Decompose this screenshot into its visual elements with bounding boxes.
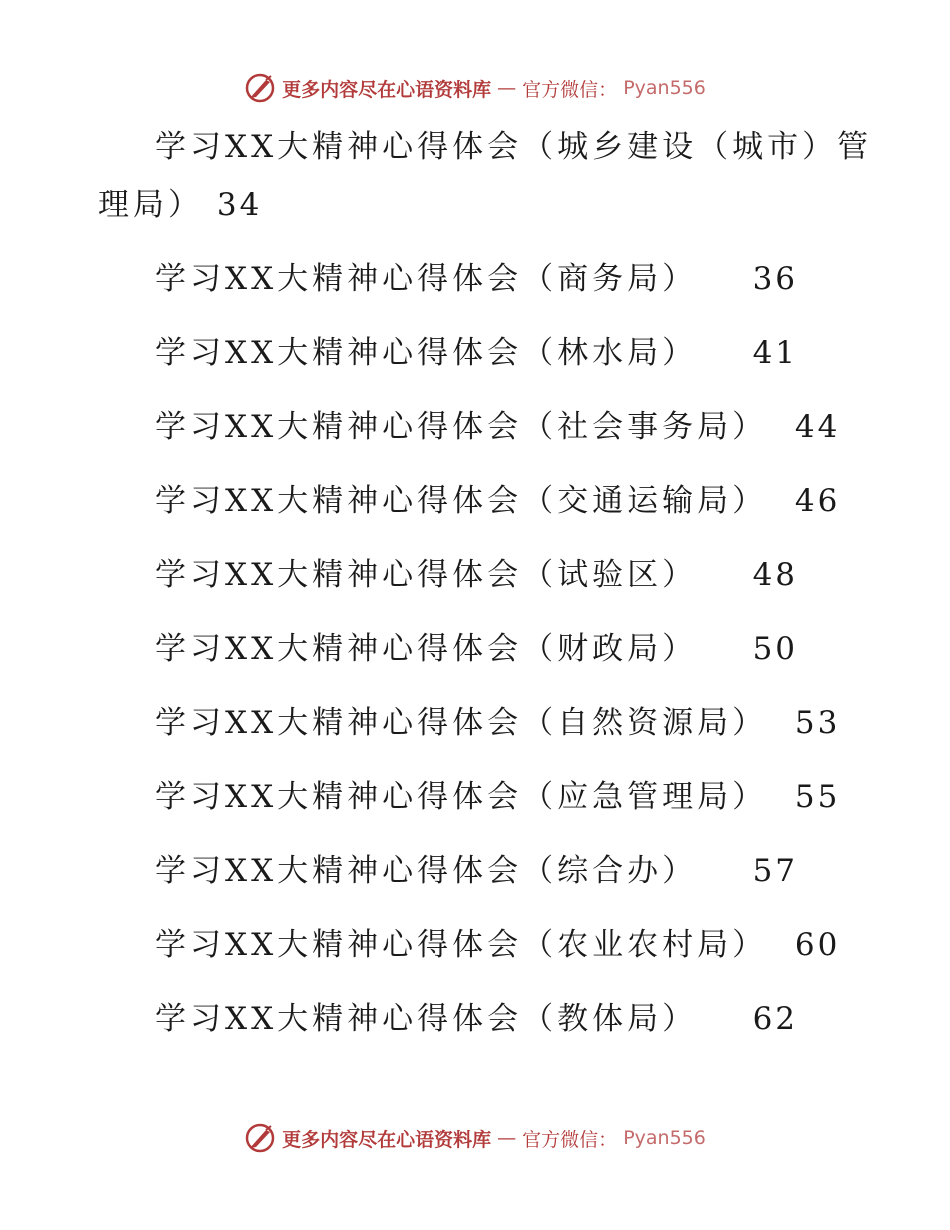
toc-entry[interactable] xyxy=(155,999,798,1039)
toc-entry-title: 学习XX大精神心得体会（试验区） xyxy=(155,557,698,593)
toc-page-number: 44 xyxy=(794,409,841,445)
banner-wechat-label: 官方微信： xyxy=(522,78,618,101)
toc-entry[interactable] xyxy=(155,925,840,965)
banner-wechat-id: Pyan556 xyxy=(623,1127,706,1149)
toc-entry[interactable] xyxy=(155,851,798,891)
toc-entry[interactable] xyxy=(155,629,798,669)
toc-page-number: 60 xyxy=(794,927,841,963)
toc-entry-line[interactable] xyxy=(98,185,262,225)
toc-entry[interactable] xyxy=(155,259,798,299)
toc-page-number: 34 xyxy=(216,187,263,223)
toc-entry[interactable] xyxy=(155,407,840,447)
toc-entry-title: 学习XX大精神心得体会（财政局） xyxy=(155,631,698,667)
toc-entry-title: 学习XX大精神心得体会（农业农村局） xyxy=(155,927,768,963)
toc-entry[interactable] xyxy=(155,555,798,595)
banner-wechat-label: 官方微信： xyxy=(522,1128,618,1151)
header-banner xyxy=(0,72,950,104)
banner-wechat-id: Pyan556 xyxy=(623,77,706,99)
banner-dash: — xyxy=(497,77,517,99)
toc-page-number: 53 xyxy=(794,705,841,741)
quill-pen-logo-icon xyxy=(244,1122,276,1154)
toc-page-number: 57 xyxy=(752,853,799,889)
toc-entry-title: 学习XX大精神心得体会（交通运输局） xyxy=(155,483,768,519)
toc-page-number: 50 xyxy=(752,631,799,667)
toc-entry-line[interactable] xyxy=(155,127,872,167)
quill-pen-logo-icon xyxy=(244,72,276,104)
toc-page-number: 62 xyxy=(752,1001,799,1037)
toc-page-number: 55 xyxy=(794,779,841,815)
toc-entry-title: 学习XX大精神心得体会（社会事务局） xyxy=(155,409,768,445)
toc-entry-title-continued: 理局） xyxy=(98,187,203,223)
toc-entry[interactable] xyxy=(155,703,840,743)
toc-entry[interactable] xyxy=(155,777,840,817)
toc-entry-title: 学习XX大精神心得体会（商务局） xyxy=(155,261,698,297)
banner-site-name: 更多内容尽在心语资料库 xyxy=(282,78,492,101)
toc-page-number: 36 xyxy=(752,261,799,297)
toc-entry-title: 学习XX大精神心得体会（城乡建设（城市）管 xyxy=(155,129,873,165)
toc-page-number: 41 xyxy=(752,335,799,371)
toc-entry[interactable] xyxy=(155,333,798,373)
banner-dash: — xyxy=(497,1127,517,1149)
toc-entry-title: 学习XX大精神心得体会（应急管理局） xyxy=(155,779,768,815)
toc-entry-title: 学习XX大精神心得体会（综合办） xyxy=(155,853,698,889)
banner-site-name: 更多内容尽在心语资料库 xyxy=(282,1128,492,1151)
toc-entry-title: 学习XX大精神心得体会（林水局） xyxy=(155,335,698,371)
toc-entry-title: 学习XX大精神心得体会（教体局） xyxy=(155,1001,698,1037)
toc-page-number: 46 xyxy=(794,483,841,519)
toc-entry-title: 学习XX大精神心得体会（自然资源局） xyxy=(155,705,768,741)
toc-entry[interactable] xyxy=(155,481,840,521)
toc-page-number: 48 xyxy=(752,557,799,593)
footer-banner xyxy=(0,1122,950,1154)
